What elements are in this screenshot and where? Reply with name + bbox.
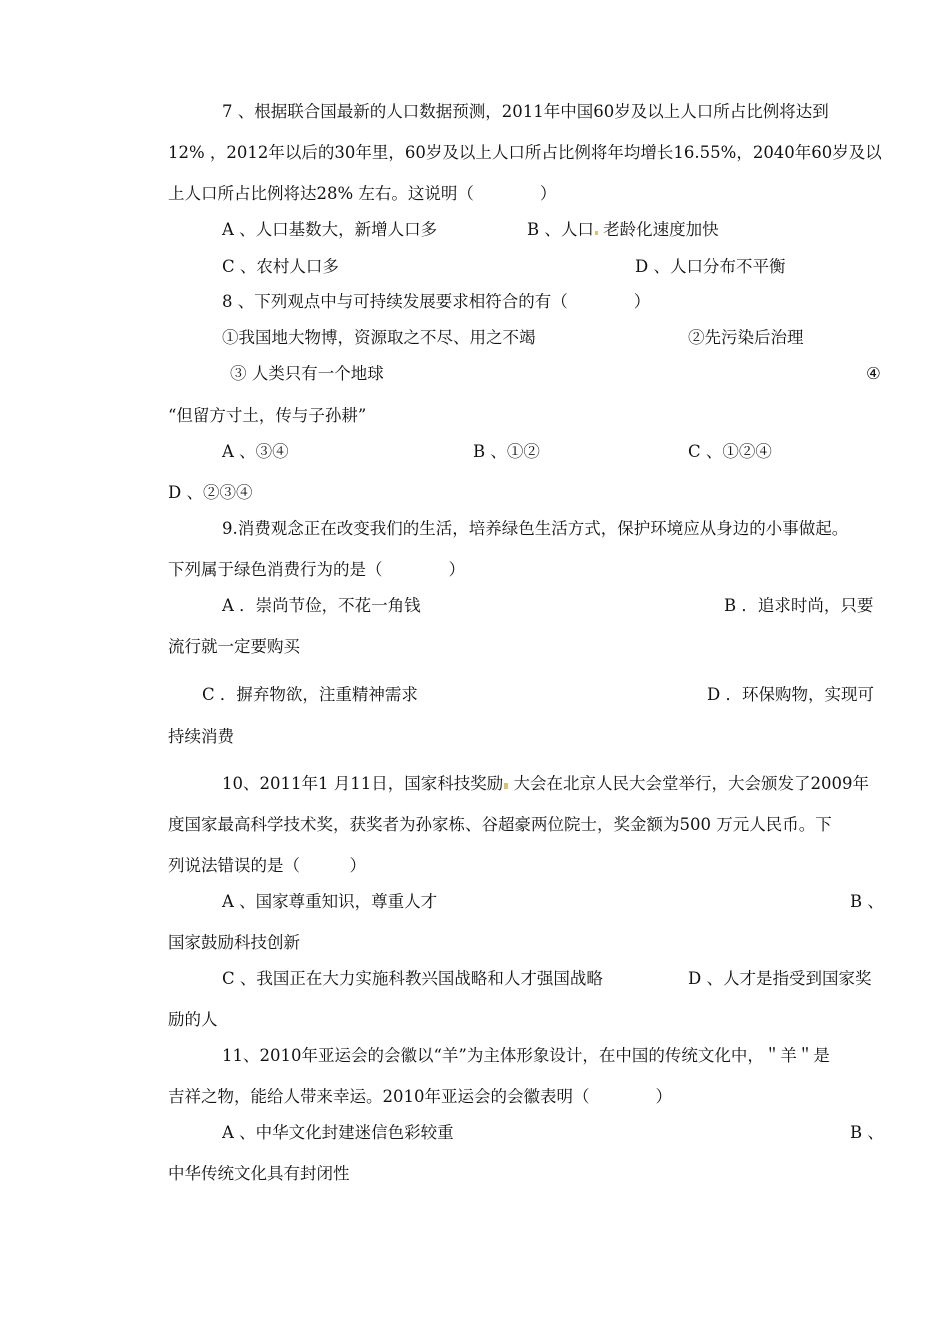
q10-line-1-prefix: 10、2011年1 月11日，国家科技奖励 [222,774,504,793]
q7-line-1: 7 、根据联合国最新的人口数据预测，2011年中国60岁及以上人口所占比例将达到 [222,102,829,121]
q7-option-b-prefix: B 、人口 [527,220,594,239]
q11-option-a: A 、中华文化封建迷信色彩较重 [222,1123,454,1142]
q8-option-c: C 、①②④ [688,442,772,461]
q10-line-2: 度国家最高科学技术奖，获奖者为孙家栋、谷超豪两位院士，奖金额为500 万元人民币。下 [168,815,832,834]
q9-option-c: C ．摒弃物欲，注重精神需求 [202,685,418,704]
q9-line-1: 9.消费观念正在改变我们的生活，培养绿色生活方式，保护环境应从身边的小事做起。 [222,519,849,538]
q7-option-c: C 、农村人口多 [222,257,339,276]
q9-option-b: B ．追求时尚，只要 [724,596,874,615]
q7-option-b-suffix: 老龄化速度加快 [603,220,719,239]
q10-option-d: D 、人才是指受到国家奖 [688,969,872,988]
q8-item-1: ①我国地大物博，资源取之不尽、用之不竭 [222,328,536,347]
q9-option-d-continued: 持续消费 [168,727,234,746]
q11-option-b-continued: 中华传统文化具有封闭性 [168,1164,350,1183]
q9-line-2: 下列属于绿色消费行为的是（ ） [168,560,465,579]
q8-item-4-marker: ④ [866,364,881,383]
q7-line-2: 12% ，2012年以后的30年里，60岁及以上人口所占比例将年均增长16.55%，2040年60岁及以 [168,143,882,162]
q10-option-c: C 、我国正在大力实施科教兴国战略和人才强国战略 [222,969,603,988]
q10-line-1 [222,773,869,795]
q9-option-b-continued: 流行就一定要购买 [168,637,300,656]
q7-option-b [527,219,719,241]
scan-dot-mark [595,231,598,235]
q11-line-2: 吉祥之物，能给人带来幸运。2010年亚运会的会徽表明（ ） [168,1087,672,1106]
q8-item-3: ③ 人类只有一个地球 [230,364,384,383]
q10-option-d-continued: 励的人 [168,1010,218,1029]
q8-item-2: ②先污染后治理 [688,328,804,347]
q7-option-a: A 、人口基数大，新增人口多 [222,220,438,239]
q8-option-a: A 、③④ [222,442,289,461]
q8-item-4-text: “但留方寸土，传与子孙耕” [168,406,367,425]
q10-line-3: 列说法错误的是（ ） [168,856,366,875]
q8-line-1: 8 、下列观点中与可持续发展要求相符合的有（ ） [222,292,651,311]
q7-option-d: D 、人口分布不平衡 [635,257,786,276]
q8-option-b: B 、①② [473,442,540,461]
q11-line-1: 11、2010年亚运会的会徽以“羊”为主体形象设计，在中国的传统文化中，＂羊＂是 [222,1046,830,1065]
q8-option-d: D 、②③④ [168,483,253,502]
q9-option-a: A ．崇尚节俭，不花一角钱 [222,596,421,615]
q11-option-b: B 、 [850,1123,884,1142]
q10-option-a: A 、国家尊重知识，尊重人才 [222,892,438,911]
q7-line-3: 上人口所占比例将达28% 左右。这说明（ ） [168,184,557,203]
scan-dot-mark [504,783,508,789]
q10-option-b-continued: 国家鼓励科技创新 [168,933,300,952]
q10-line-1-suffix: 大会在北京人民大会堂举行，大会颁发了2009年 [513,774,869,793]
q10-option-b: B 、 [850,892,884,911]
q9-option-d: D ．环保购物，实现可 [707,685,874,704]
